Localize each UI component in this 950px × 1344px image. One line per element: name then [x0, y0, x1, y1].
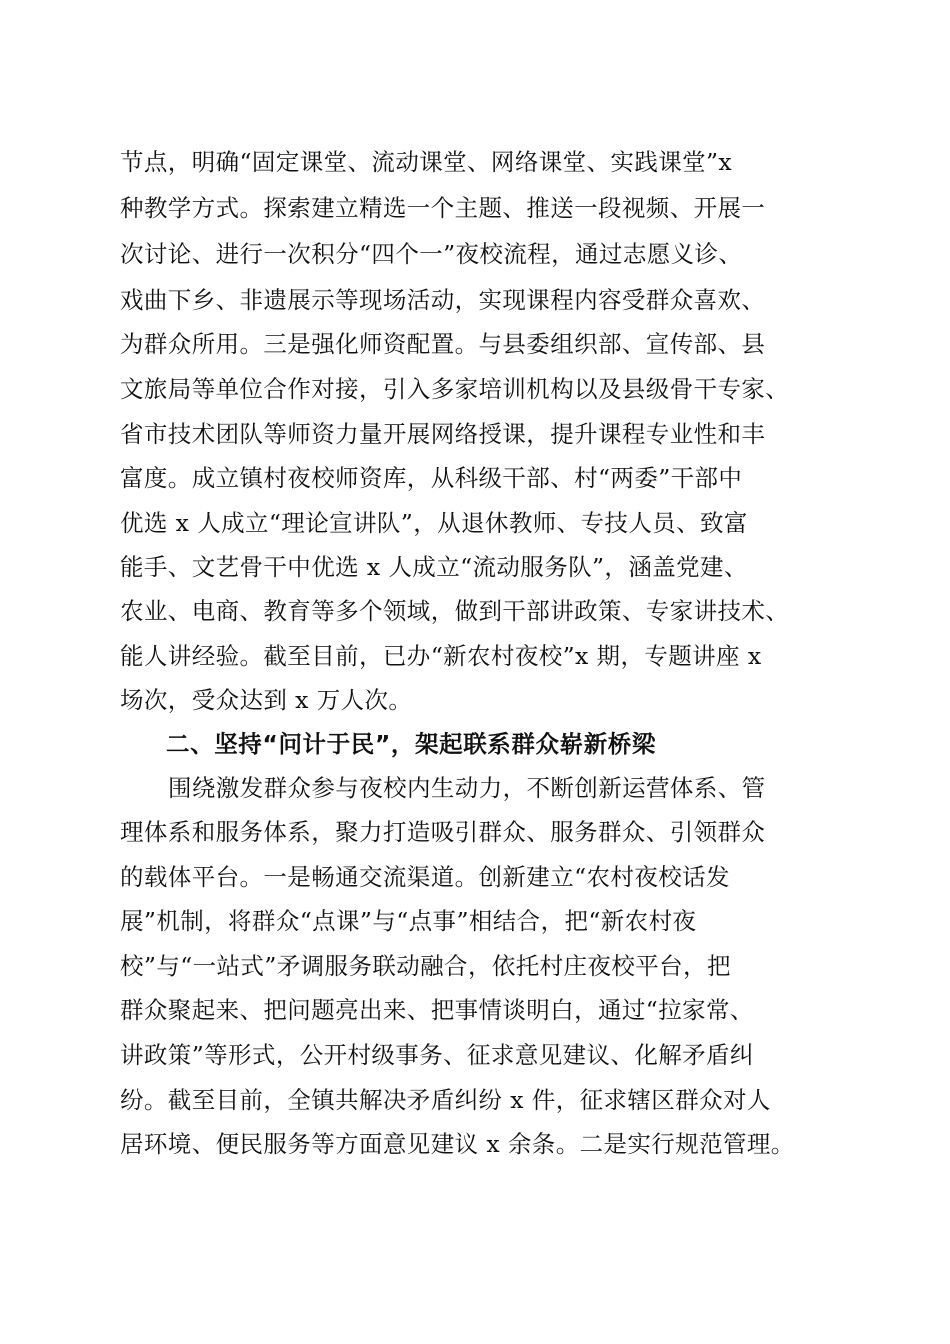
body-line: 次讨论、进行一次积分“四个一”夜校流程，通过志愿义诊、	[120, 240, 743, 268]
body-line: 围绕激发群众参与夜校内生动力，不断创新运营体系、管	[168, 774, 766, 802]
body-line: 富度。成立镇村夜校师资库，从科级干部、村“两委”干部中	[120, 464, 743, 492]
body-line: 能手、文艺骨干中优选 x 人成立“流动服务队”，涵盖党建、	[120, 553, 748, 581]
body-line: 能人讲经验。截至目前，已办“新农村夜校”x 期，专题讲座 x	[120, 642, 762, 670]
body-line: 文旅局等单位合作对接，引入多家培训机构以及县级骨干专家、	[120, 375, 790, 403]
body-line: 展”机制，将群众“点课”与“点事”相结合，把“新农村夜	[120, 907, 697, 935]
body-line: 群众聚起来、把问题亮出来、把事情谈明白，通过“拉家常、	[120, 996, 754, 1024]
body-line: 农业、电商、教育等多个领域，做到干部讲政策、专家讲技术、	[120, 597, 790, 625]
body-line: 为群众所用。三是强化师资配置。与县委组织部、宣传部、县	[120, 330, 766, 358]
body-line: 居环境、便民服务等方面意见建议 x 余条。二是实行规范管理。	[120, 1130, 795, 1158]
body-line: 场次，受众达到 x 万人次。	[120, 686, 413, 714]
body-line: 校”与“一站式”矛调服务联动融合，依托村庄夜校平台，把	[120, 952, 731, 980]
body-line: 节点，明确“固定课堂、流动课堂、网络课堂、实践课堂”x	[120, 148, 733, 176]
body-line: 理体系和服务体系，聚力打造吸引群众、服务群众、引领群众	[120, 818, 766, 846]
body-line: 戏曲下乡、非遗展示等现场活动，实现课程内容受群众喜欢、	[120, 286, 766, 314]
body-line: 讲政策”等形式，公开村级事务、征求意见建议、化解矛盾纠	[120, 1041, 754, 1069]
body-line: 优选 x 人成立“理论宣讲队”，从退休教师、专技人员、致富	[120, 509, 748, 537]
body-line: 省市技术团队等师资力量开展网络授课，提升课程专业性和丰	[120, 420, 766, 448]
section-heading: 二、坚持“问计于民”，架起联系群众崭新桥梁	[166, 730, 656, 758]
body-line: 纷。截至目前，全镇共解决矛盾纠纷 x 件，征求辖区群众对人	[120, 1086, 771, 1114]
body-line: 种教学方式。探索建立精选一个主题、推送一段视频、开展一	[120, 194, 766, 222]
body-line: 的载体平台。一是畅通交流渠道。创新建立“农村夜校话发	[120, 863, 730, 891]
